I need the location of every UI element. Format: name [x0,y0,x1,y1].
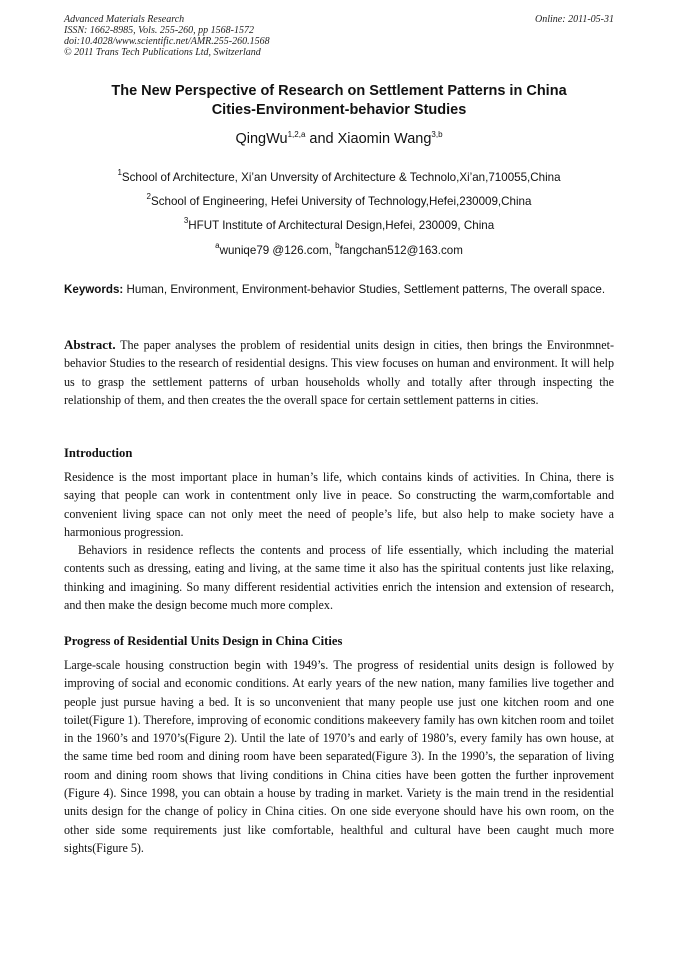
title-line-1: The New Perspective of Research on Settlement Patterns in China [111,83,567,99]
author-1: QingWu [235,131,288,147]
title-line-2: Cities-Environment-behavior Studies [211,102,467,118]
copyright-line: © 2011 Trans Tech Publications Ltd, Switzerland [64,47,261,58]
author-2-marker: 3,b [431,130,443,139]
keywords-label: Keywords: [64,283,124,296]
journal-name: Advanced Materials Research [64,14,185,25]
introduction-body [64,468,614,614]
keywords-text: Human, Environment, Environment-behavior Studies, Settlement patterns, The overall space. [123,283,606,296]
doi-line: doi:10.4028/www.scientific.net/AMR.255-260.1568 [64,36,270,47]
author-conjunction: and [305,131,338,147]
email-b[interactable]: fangchan512@163.com [339,244,463,257]
affiliation-2-marker: 2 [146,192,151,201]
email-b-marker: b [335,241,340,250]
progress-body [64,656,614,857]
progress-heading: Progress of Residential Units Design in China Cities [64,634,343,648]
introduction-paragraph-2: Behaviors in residence reflects the contents and process of life essentially, which including the material contents such as dressing, eating and living, at the same time it also has the spiritual contents just like relaxing, thinking and imagining. So many different residential activities enrich the intension and extension of research, and then make the design become much more complex. [64,543,614,613]
affiliation-2-text: School of Engineering, Hefei University of Technology,Hefei,230009,China [150,195,532,208]
abstract-label: Abstract. [64,337,116,352]
affiliation-3 [64,216,614,232]
keywords [64,281,614,298]
affiliation-3-text: HFUT Institute of Architectural Design,Hefei, 230009, China [188,219,495,232]
online-date: Online: 2011-05-31 [535,14,614,25]
email-a[interactable]: wuniqe79 @126.com, [219,244,336,257]
journal-header [64,14,614,58]
affiliation-1-text: School of Architecture, Xi’an Unversity of Architecture & Technolo,Xi’an,710055,China [121,171,561,184]
affiliation-1-marker: 1 [117,168,122,177]
progress-paragraph-1: Large-scale housing construction begin with 1949’s. The progress of residential units design is followed by improving of social and economic conditions. At early years of the new nation, many families live together and people just pursue having a bed. It is so unconvenient that many people use just one kitchen room and one toilet(Figure 1). Therefore, improving of economic conditions makeevery family has own kitchen room and toilet in the 1960’s and 1970’s(Figure 2). Until the late of 1970’s and early of 1980’s, every family has own house, at the same time bed room and dining room have been separated(Figure 3). In the 1990’s, the separation of living room and dining room shows that living conditions in China cities have been gotten the further inprovement (Figure 4). Since 1998, you can obtain a house by trading in market. Variety is the main trend in the residential units design for the change of policy in China cities. On one side everyone should have his own room, on the other side some requirements just like comfortable, healthful and cultural have been caught much more sights(Figure 5). [64,658,614,855]
affiliation-1 [64,168,614,184]
introduction-heading: Introduction [64,446,133,460]
author-1-marker: 1,2,a [287,130,306,139]
affiliation-2 [64,192,614,208]
author-list [64,130,614,147]
email-line [64,241,614,257]
email-a-marker: a [215,241,220,250]
introduction-paragraph-1: Residence is the most important place in human’s life, which contains kinds of activities. In China, there is saying that people can work in contentment only live in peace. So constructing the warm,comfortable and convenient living space can not only meet the need of people’s life, but also help to make society have a harmonious progression. [64,470,614,539]
author-2: Xiaomin Wang [337,131,432,147]
paper-title [64,82,614,120]
affiliation-3-marker: 3 [183,216,189,225]
abstract-text: The paper analyses the problem of residential units design in cities, then brings the Environmnet-behavior Studies to the research of residential designs. This view focuses on human and environment. It will help us to grasp the settlement patterns of urban households wholly and totally after through inspecting the relationship of them, and then creates the the overall space for certain settlement patterns in cities. [64,338,614,407]
issn-line: ISSN: 1662-8985, Vols. 255-260, pp 1568-1572 [64,25,254,36]
abstract [64,336,614,409]
